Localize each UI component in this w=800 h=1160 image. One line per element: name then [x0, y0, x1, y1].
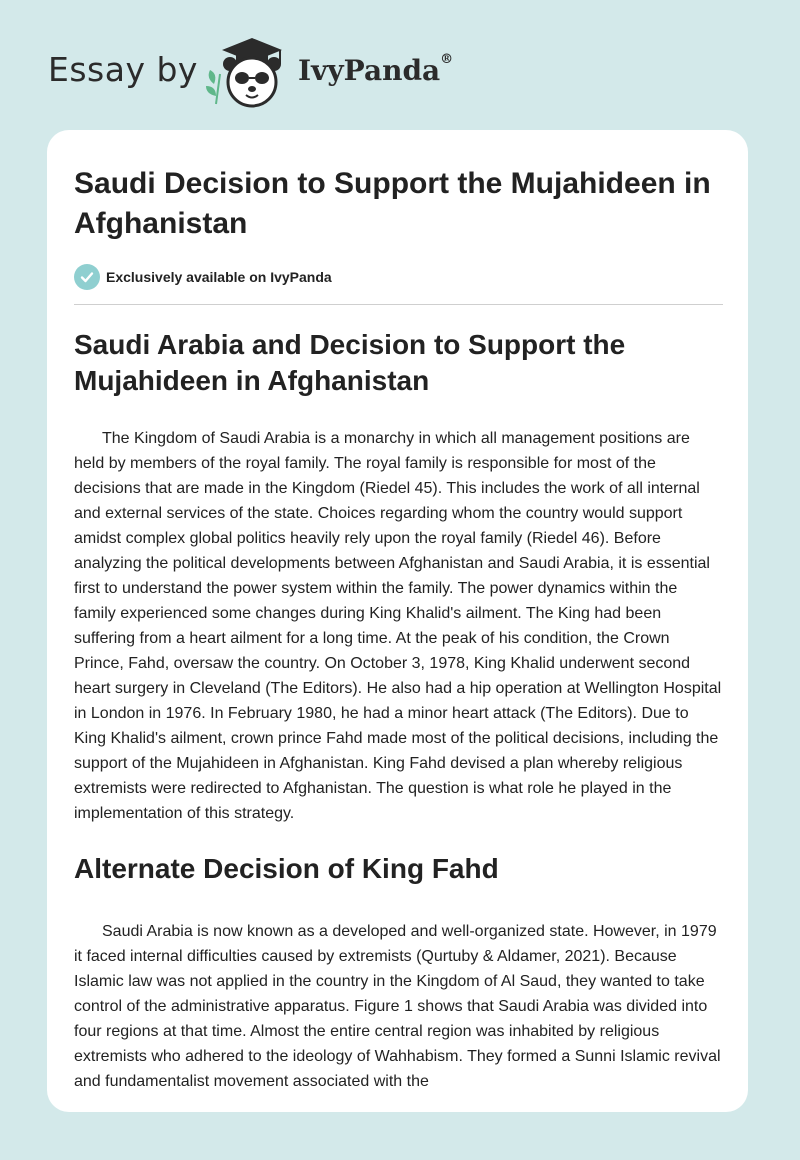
page-title: Saudi Decision to Support the Mujahideen in Afghanistan — [74, 167, 711, 240]
panda-graduate-icon[interactable] — [200, 34, 292, 110]
section-paragraph: The Kingdom of Saudi Arabia is a monarchy in which all management positions are held by members of the royal family. The royal family is responsible for most of the decisions that are made in the Kingdom (Riedel 45). This includes the work of all internal and external services of the state. Choices regarding whom the country would support amidst complex global politics heavily rely upon the royal family (Riedel 46). Before analyzing the political developments between Afghanistan and Saudi Arabia, it is essential first to understand the power system within the family. The power dynamics within the family experienced some changes during King Khalid's ailment. The King had been suffering from a heart ailment for a long time. At the peak of his condition, the Crown Prince, Fahd, oversaw the country. On October 3, 1978, King Khalid underwent second heart surgery in Cleveland (The Editors). He also had a hip operation at Wellington Hospital in London in 1976. In February 1980, he had a minor heart attack (The Editors). Due to King Khalid's ailment, crown prince Fahd made most of the political decisions, including the support of the Mujahideen in Afghanistan. King Fahd devised a plan whereby religious extremists were redirected to Afghanistan. The question is what role he played in the implementation of this strategy. — [74, 430, 722, 822]
exclusive-badge — [74, 264, 722, 290]
section-paragraph: Saudi Arabia is now known as a developed and well-organized state. However, in 1979 it faced internal difficulties caused by extremists (Qurtuby & Aldamer, 2021). Because Islamic law was not applied in the country in the Kingdom of Al Saud, they wanted to take control of the administrative apparatus. Figure 1 shows that Saudi Arabia was divided into four regions at that time. Almost the entire central region was inhabited by religious extremists who adhered to the ideology of Wahhabism. They formed a Sunni Islamic revival and fundamentalist movement associated with the — [74, 923, 721, 1090]
badge-text: Exclusively available on IvyPanda — [106, 269, 332, 285]
trademark-symbol: ® — [440, 52, 454, 67]
section-heading: Saudi Arabia and Decision to Support the Mujahideen in Afghanistan — [74, 329, 626, 396]
essay-card — [47, 130, 748, 1112]
brand-name-text: IvyPanda — [298, 54, 441, 87]
divider — [74, 304, 723, 305]
brand-name[interactable] — [298, 54, 453, 87]
section-heading: Alternate Decision of King Fahd — [74, 853, 499, 884]
essay-by-label: Essay by — [48, 50, 198, 89]
site-header — [0, 0, 800, 128]
check-icon — [74, 264, 100, 290]
